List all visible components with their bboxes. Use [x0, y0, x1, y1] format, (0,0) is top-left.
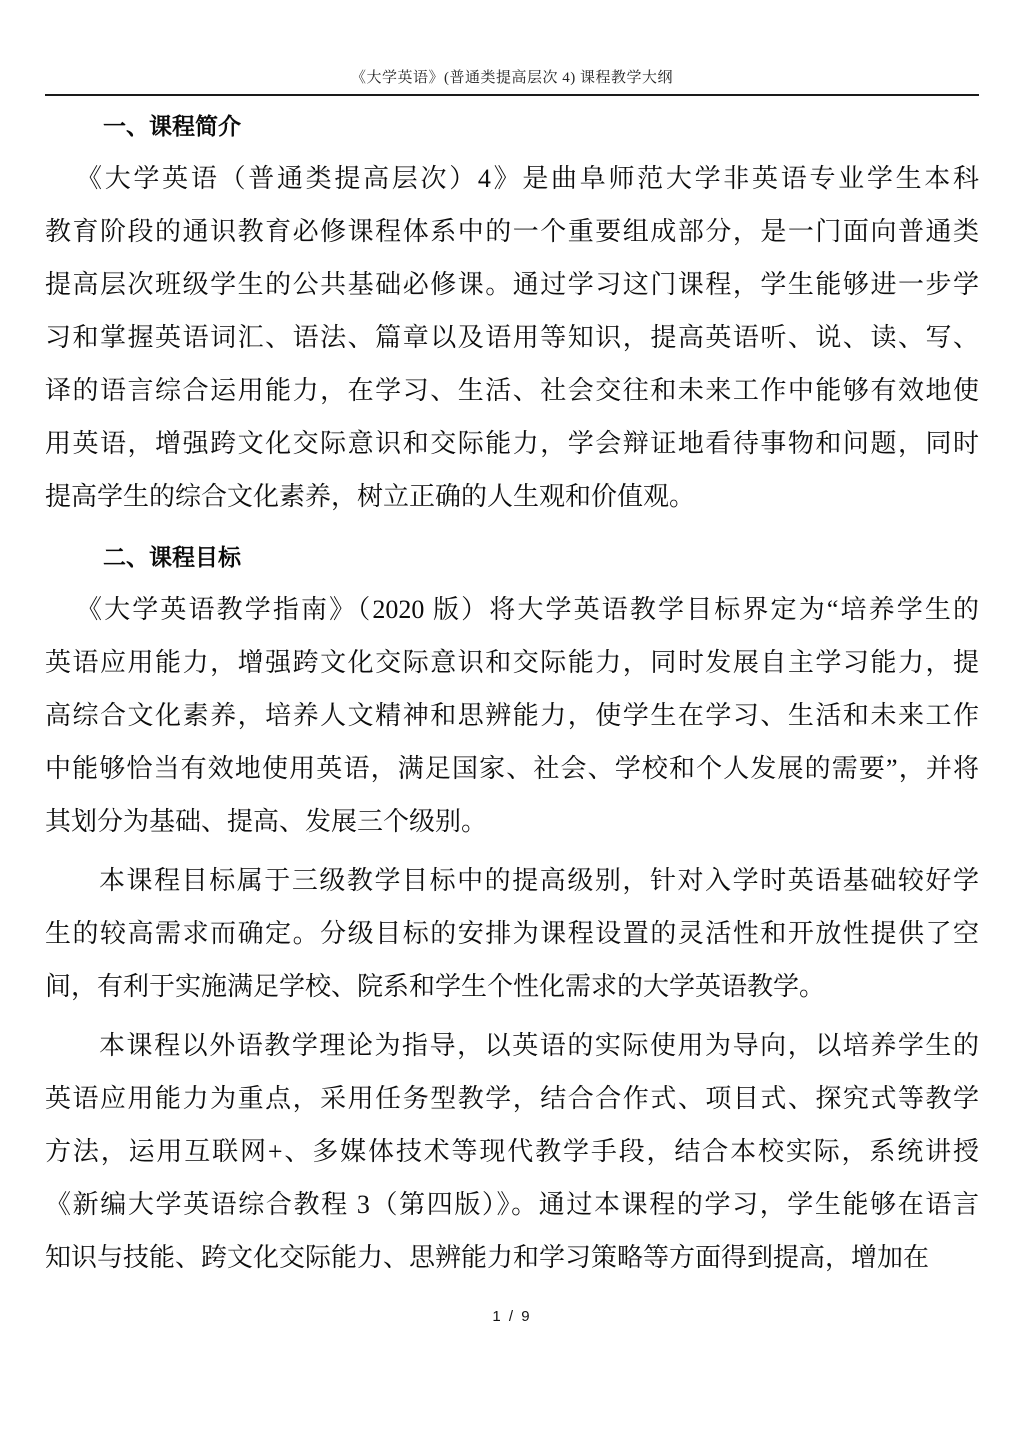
section: [45, 543, 979, 1284]
paragraph-line: 中能够恰当有效地使用英语，满足国家、社会、学校和个人发展的需要”，并将: [45, 754, 979, 783]
paragraph-line: 知识与技能、跨文化交际能力、思辨能力和学习策略等方面得到提高，增加在: [45, 1243, 930, 1272]
document-header: [45, 0, 979, 96]
paragraph-line: 本课程目标属于三级教学目标中的提高级别，针对入学时英语基础较好学: [99, 866, 979, 895]
paragraph-line: 生的较高需求而确定。分级目标的安排为课程设置的灵活性和开放性提供了空: [45, 919, 979, 948]
paragraph-line: 《大学英语教学指南》（2020 版）将大学英语教学目标界定为“培养学生的: [76, 595, 979, 624]
paragraph: [45, 583, 979, 848]
paragraph: [45, 1019, 979, 1284]
paragraph-line: 英语应用能力，增强跨文化交际意识和交际能力，同时发展自主学习能力，提: [45, 648, 979, 677]
paragraph-line: 《大学英语（普通类提高层次）4》是曲阜师范大学非英语专业学生本科: [76, 164, 979, 193]
paragraph: [45, 152, 979, 523]
document-body: [45, 112, 979, 1284]
paragraph-line: 译的语言综合运用能力，在学习、生活、社会交往和未来工作中能够有效地使: [45, 376, 979, 405]
section: [45, 112, 979, 523]
sections: [45, 112, 979, 1284]
section-heading: 一、课程简介: [103, 113, 241, 139]
page-number: 1 / 9: [492, 1308, 532, 1325]
paragraph: [45, 854, 979, 1013]
paragraph-line: 本课程以外语教学理论为指导，以英语的实际使用为导向，以培养学生的: [99, 1031, 979, 1060]
paragraph-line: 其划分为基础、提高、发展三个级别。: [45, 807, 488, 836]
paragraph-line: 教育阶段的通识教育必修课程体系中的一个重要组成部分，是一门面向普通类: [45, 217, 979, 246]
paragraph-line: 提高学生的综合文化素养，树立正确的人生观和价值观。: [45, 482, 696, 511]
paragraph-line: 高综合文化素养，培养人文精神和思辨能力，使学生在学习、生活和未来工作: [45, 701, 979, 730]
paragraph-line: 习和掌握英语词汇、语法、篇章以及语用等知识，提高英语听、说、读、写、: [45, 323, 979, 352]
paragraph-line: 用英语，增强跨文化交际意识和交际能力，学会辩证地看待事物和问题，同时: [45, 429, 979, 458]
paragraph-line: 英语应用能力为重点，采用任务型教学，结合合作式、项目式、探究式等教学: [45, 1084, 979, 1113]
paragraph-line: 间，有利于实施满足学校、院系和学生个性化需求的大学英语教学。: [45, 972, 826, 1001]
paragraph-line: 《新编大学英语综合教程 3（第四版）》。通过本课程的学习，学生能够在语言: [45, 1190, 979, 1219]
document-header-title: 《大学英语》(普通类提高层次 4) 课程教学大纲: [45, 70, 979, 96]
paragraph-line: 提高层次班级学生的公共基础必修课。通过学习这门课程，学生能够进一步学: [45, 270, 979, 299]
section-heading: 二、课程目标: [103, 544, 241, 570]
paragraph-line: 方法，运用互联网+、多媒体技术等现代教学手段，结合本校实际，系统讲授: [45, 1137, 979, 1166]
